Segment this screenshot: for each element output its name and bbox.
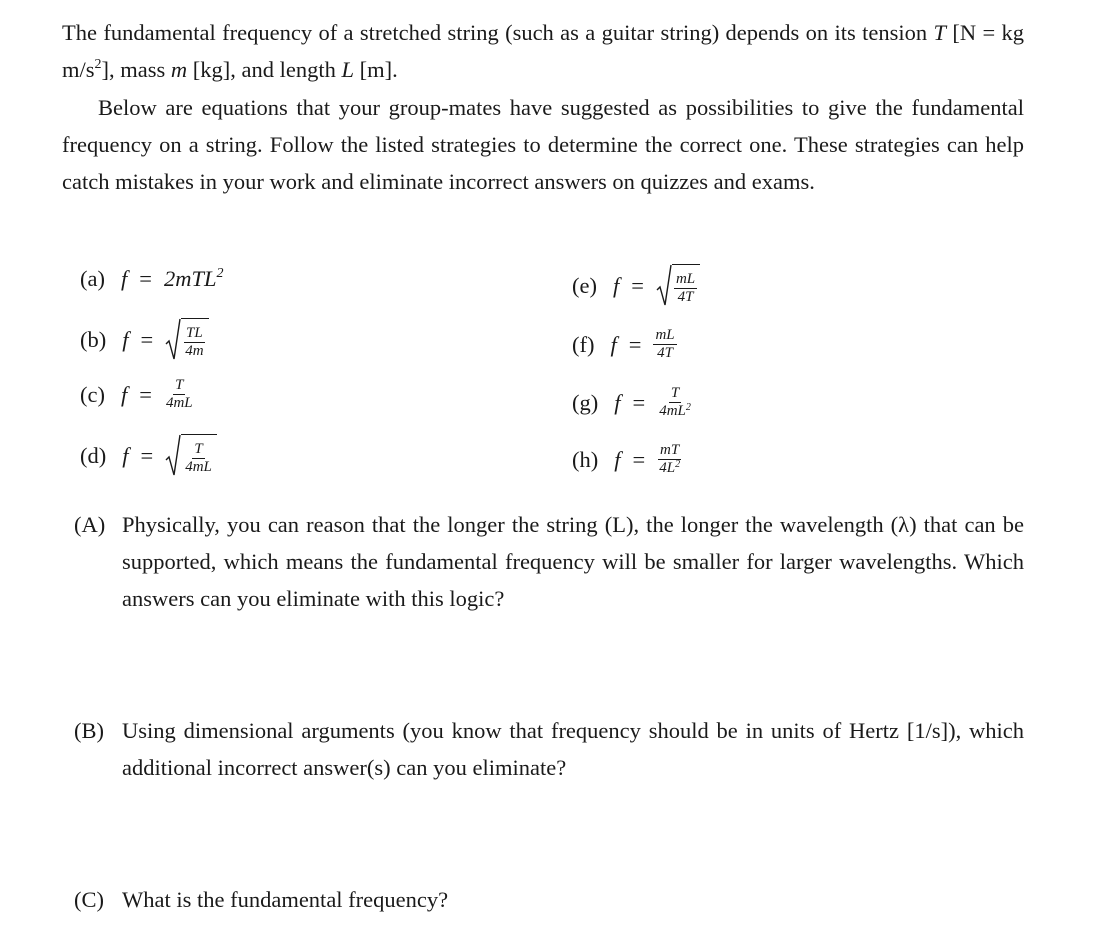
option-label: (a) bbox=[80, 266, 105, 291]
option-f-fraction: $\frac{mL}{4T}$ bbox=[655, 327, 675, 361]
mass-text: mass bbox=[120, 57, 166, 83]
option-d: (d) f = $\frac{T}{4mL}$ bbox=[80, 434, 217, 478]
mass-units: [kg], and length bbox=[192, 57, 336, 83]
option-b-fraction: $\frac{TL}{4m}$ bbox=[185, 324, 204, 359]
option-g-fraction: $\frac{T}{4mL^2}$ bbox=[659, 385, 691, 419]
option-c: (c) f = $\frac{T}{4mL}$ bbox=[80, 377, 193, 411]
option-a: (a) f = 2mTL$^2$ bbox=[80, 266, 224, 291]
mass-symbol: m bbox=[170, 57, 188, 83]
intro-text: The fundamental frequency of a stretched string (such as a guitar string) depends on its tension bbox=[62, 20, 928, 45]
option-e: (e) f = $\frac{mL}{4T}$ bbox=[572, 264, 700, 308]
option-h-fraction: $\frac{mT}{4L^2}$ bbox=[659, 442, 681, 476]
sqrt-sign bbox=[165, 434, 217, 478]
option-d-fraction: $\frac{T}{4mL}$ bbox=[185, 440, 212, 475]
option-label: (e) bbox=[572, 273, 597, 298]
question-a bbox=[74, 506, 1024, 618]
option-label: (c) bbox=[80, 381, 105, 407]
option-label: (b) bbox=[80, 327, 107, 352]
option-c-fraction: $\frac{T}{4mL}$ bbox=[165, 377, 193, 411]
question-c bbox=[74, 881, 1024, 918]
tension-units: [N = kg $m/s^2$], bbox=[62, 20, 1025, 83]
question-text: Using dimensional arguments (you know that frequency should be in units of Hertz [1/s]), which additional incorrect answer(s) can you eliminate? bbox=[122, 718, 1024, 781]
question-text: Physically, you can reason that the longer the string (L), the longer the wavelength (λ) that can be supported, which means the fundamental frequency will be smaller for larger wavelengths. Which answers can you eliminate with this logic? bbox=[122, 512, 1024, 612]
length-symbol: L bbox=[341, 57, 354, 83]
option-e-fraction: $\frac{mL}{4T}$ bbox=[675, 270, 696, 305]
tension-symbol: T bbox=[933, 20, 946, 45]
question-label: (B) bbox=[74, 718, 104, 743]
option-h: (h) f = $\frac{mT}{4L^2}$ bbox=[572, 442, 681, 476]
question-text: What is the fundamental frequency? bbox=[122, 887, 449, 912]
option-g: (g) f = $\frac{T}{4mL^2}$ bbox=[572, 385, 691, 419]
option-a-expression: 2mTL$^2$ bbox=[163, 266, 224, 291]
option-label: (g) bbox=[572, 389, 599, 415]
question-label: (C) bbox=[74, 887, 104, 912]
length-units: [m]. bbox=[359, 57, 398, 83]
instructions-paragraph: Below are equations that your group-mates have suggested as possibilities to give the fundamental frequency on a string. Follow the listed strategies to determine the correct one. These strategies can help catch mistakes in your work and eliminate incorrect answers on quizzes and exams. bbox=[62, 95, 1024, 195]
option-label: (f) bbox=[572, 331, 595, 357]
option-label: (d) bbox=[80, 443, 107, 468]
question-b bbox=[74, 712, 1024, 786]
option-f: (f) f = $\frac{mL}{4T}$ bbox=[572, 327, 675, 361]
sqrt-sign bbox=[656, 264, 700, 308]
option-b: (b) f = $\frac{TL}{4m}$ bbox=[80, 318, 209, 362]
question-label: (A) bbox=[74, 512, 106, 537]
intro-paragraph bbox=[62, 14, 1024, 88]
option-label: (h) bbox=[572, 446, 599, 472]
sqrt-sign bbox=[165, 318, 208, 362]
